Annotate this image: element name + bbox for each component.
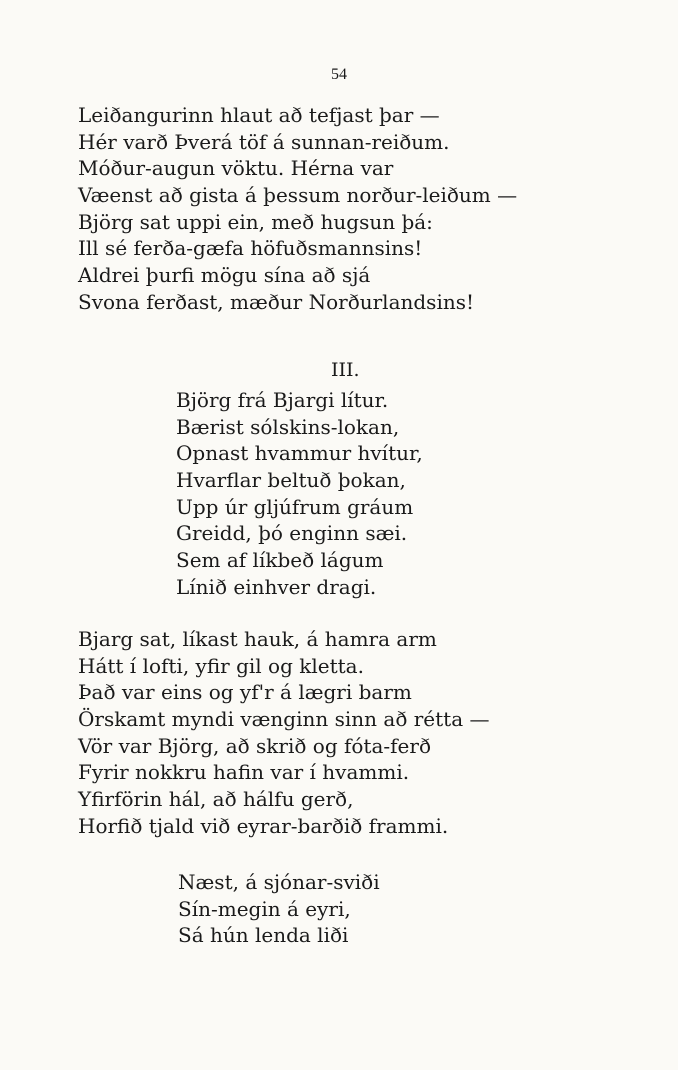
page-number: 54 [331, 66, 347, 83]
stanza-1 [78, 102, 517, 316]
verse-line: Næst, á sjónar-sviði [178, 870, 380, 894]
section-heading: III. [331, 359, 360, 381]
verse-line: Svona ferðast, mæður Norðurlandsins! [78, 289, 475, 314]
verse-line: Ill sé ferða-gæfa höfuðsmannsins! [78, 236, 423, 261]
verse-line: Björg frá Bjargi lítur. [176, 388, 389, 412]
stanza-4 [178, 869, 380, 949]
verse-line: Hvarflar beltuð þokan, [176, 468, 406, 493]
verse-line: Björg sat uppi ein, með hugsun þá: [78, 209, 433, 234]
verse-line: Sá hún lenda liði [178, 923, 349, 948]
verse-line: Upp úr gljúfrum gráum [176, 494, 414, 519]
verse-line: Hér varð Þverá töf á sunnan-reiðum. [78, 129, 450, 154]
verse-line: Sem af líkbeð lágum [176, 548, 384, 573]
verse-line: Bjarg sat, líkast hauk, á hamra arm [78, 627, 437, 651]
verse-line: Fyrir nokkru hafin var í hvammi. [78, 760, 410, 785]
verse-line: Greidd, þó enginn sæi. [176, 521, 408, 546]
verse-line: Móður-augun vöktu. Hérna var [78, 156, 394, 181]
verse-line: Örskamt myndi vænginn sinn að rétta — [78, 707, 490, 732]
verse-line: Yfirförin hál, að hálfu gerð, [78, 787, 354, 812]
verse-line: Línið einhver dragi. [176, 574, 377, 599]
stanza-2 [176, 387, 423, 601]
verse-line: Vör var Björg, að skrið og fóta-ferð [78, 733, 431, 758]
verse-line: Sín-megin á eyri, [178, 896, 351, 921]
verse-line: Opnast hvammur hvítur, [176, 441, 423, 466]
verse-line: Bærist sólskins-lokan, [176, 414, 400, 439]
verse-line: Væenst að gista á þessum norður-leiðum — [78, 183, 518, 208]
verse-line: Hátt í lofti, yfir gil og kletta. [78, 653, 364, 678]
verse-line: Aldrei þurfi mögu sína að sjá [78, 263, 371, 288]
stanza-3 [78, 626, 489, 840]
verse-line: Það var eins og yf'r á lægri barm [78, 680, 412, 705]
verse-line: Leiðangurinn hlaut að tefjast þar — [78, 103, 440, 127]
verse-line: Horfið tjald við eyrar-barðið frammi. [78, 813, 449, 838]
